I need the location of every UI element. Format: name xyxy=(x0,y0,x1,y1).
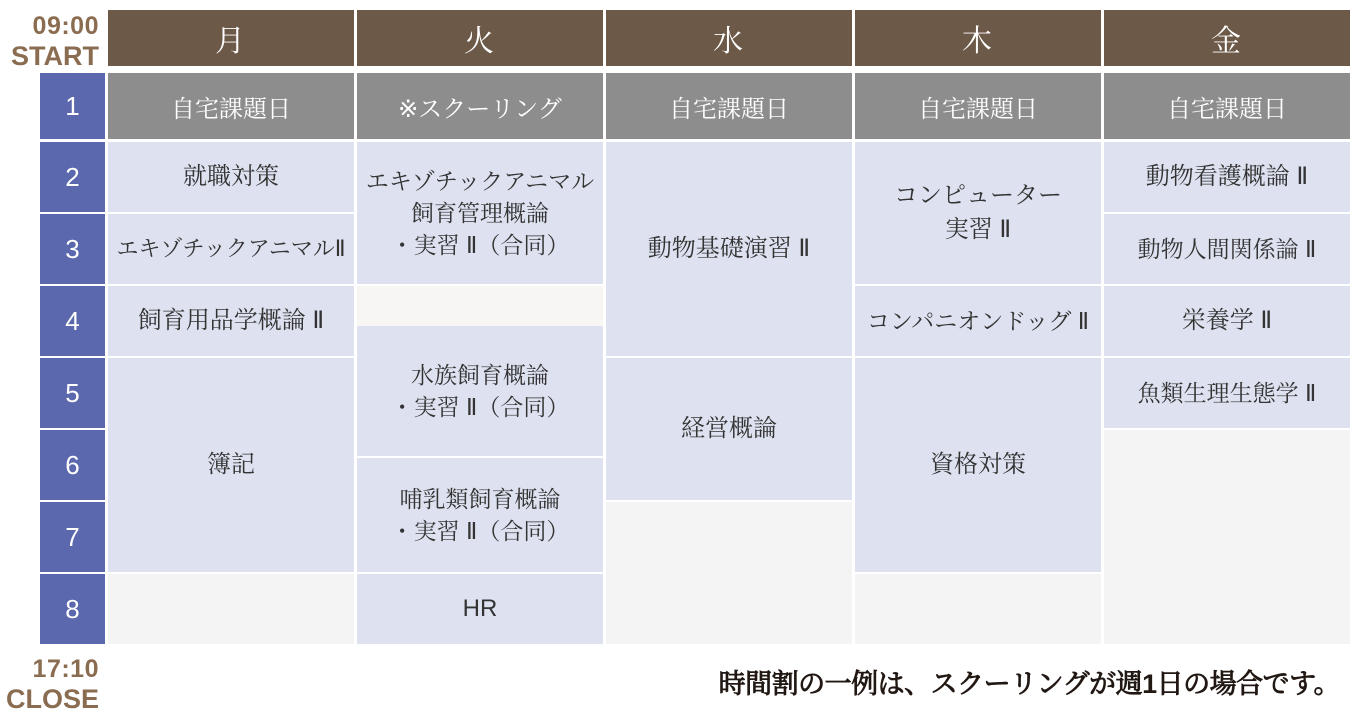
day-header-tuesday: 火 xyxy=(357,10,603,66)
timetable-grid xyxy=(40,10,1350,646)
cell-fri-period2: 動物看護概論 Ⅱ xyxy=(1104,142,1350,212)
cell-wed-period1: 自宅課題日 xyxy=(606,73,852,139)
cell-fri-period3: 動物人間関係論 Ⅱ xyxy=(1104,214,1350,284)
cell-thu-period4: コンパニオンドッグ Ⅱ xyxy=(855,286,1101,356)
period-cell-5: 5 xyxy=(40,358,105,428)
period-cell-3: 3 xyxy=(40,214,105,284)
start-word: START xyxy=(11,41,99,71)
cell-line: 哺乳類飼育概論 xyxy=(399,485,561,512)
cell-fri-period5: 魚類生理生態学 Ⅱ xyxy=(1104,358,1350,428)
column-monday xyxy=(108,10,354,646)
cell-line: 実習 Ⅱ xyxy=(944,216,1012,243)
cell-fri-period1: 自宅課題日 xyxy=(1104,73,1350,139)
cell-thu-period2-3 xyxy=(855,142,1101,284)
cell-tue-period4-5 xyxy=(357,326,603,456)
cell-line: ・実習 Ⅱ（合同） xyxy=(390,518,570,544)
cell-tue-period8: HR xyxy=(357,574,603,644)
day-header-friday: 金 xyxy=(1104,10,1350,66)
period-cell-6: 6 xyxy=(40,430,105,500)
cell-mon-period8-empty xyxy=(108,574,354,644)
cell-line: ・実習 Ⅱ（合同） xyxy=(390,232,570,259)
period-cell-2: 2 xyxy=(40,142,105,212)
close-word: CLOSE xyxy=(5,684,99,714)
cell-line: 水族飼育概論 xyxy=(411,361,549,388)
cell-mon-period4: 飼育用品学概論 Ⅱ xyxy=(108,286,354,356)
cell-line: ・実習 Ⅱ（合同） xyxy=(390,394,570,420)
cell-tue-period1: ※スクーリング xyxy=(357,73,603,139)
period-cell-8: 8 xyxy=(40,574,105,644)
cell-line: エキゾチックアニマル xyxy=(365,167,595,194)
column-friday xyxy=(1104,10,1350,646)
cell-wed-period2-4: 動物基礎演習 Ⅱ xyxy=(606,142,852,356)
period-cell-1: 1 xyxy=(40,73,105,139)
period-column xyxy=(40,10,105,646)
column-wednesday xyxy=(606,10,852,646)
cell-tue-period2-3 xyxy=(357,142,603,284)
cell-thu-period1: 自宅課題日 xyxy=(855,73,1101,139)
cell-fri-period6-8-empty xyxy=(1104,430,1350,644)
column-thursday xyxy=(855,10,1101,646)
cell-mon-period1: 自宅課題日 xyxy=(108,73,354,139)
period-column-header xyxy=(40,10,105,66)
cell-line: 飼育管理概論 xyxy=(411,199,549,226)
cell-mon-period2: 就職対策 xyxy=(108,142,354,212)
cell-tue-gap xyxy=(357,286,603,326)
cell-fri-period4: 栄養学 Ⅱ xyxy=(1104,286,1350,356)
cell-wed-period5-6: 経営概論 xyxy=(606,358,852,500)
cell-wed-period7-8-empty xyxy=(606,502,852,644)
cell-tue-period6-7 xyxy=(357,458,603,572)
footnote-text: 時間割の一例は、スクーリングが週1日の場合です。 xyxy=(718,669,1340,699)
cell-thu-period5-7: 資格対策 xyxy=(855,358,1101,572)
start-time: 09:00 xyxy=(32,12,99,40)
close-time: 17:10 xyxy=(32,655,99,683)
cell-thu-period8-empty xyxy=(855,574,1101,644)
period-cell-7: 7 xyxy=(40,502,105,572)
cell-mon-period3: エキゾチックアニマルⅡ xyxy=(108,214,354,284)
day-header-wednesday: 水 xyxy=(606,10,852,66)
cell-line: コンピューター xyxy=(894,182,1062,210)
cell-mon-period5-7: 簿記 xyxy=(108,358,354,572)
day-header-monday: 月 xyxy=(108,10,354,66)
period-cell-4: 4 xyxy=(40,286,105,356)
close-time-label xyxy=(0,655,105,715)
column-tuesday xyxy=(357,10,603,646)
day-header-thursday: 木 xyxy=(855,10,1101,66)
